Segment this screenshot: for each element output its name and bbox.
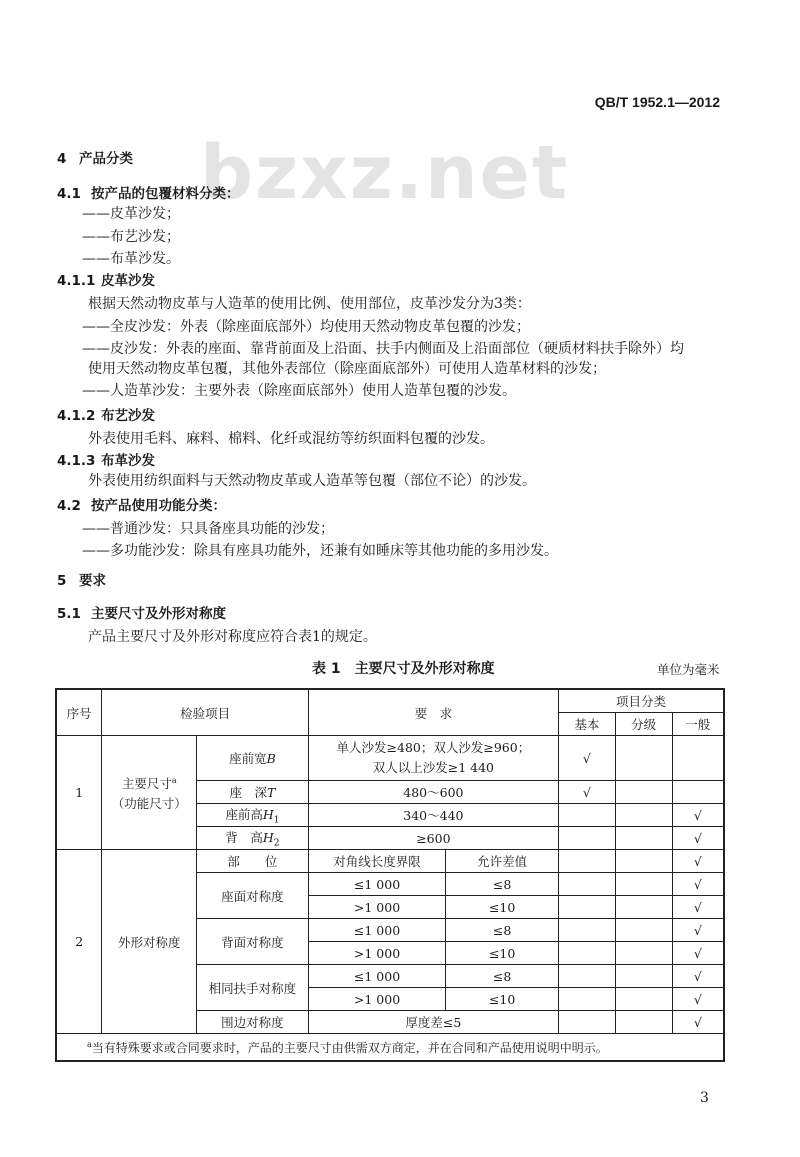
col-tolerance: 允许差值 xyxy=(446,850,559,873)
section-heading xyxy=(57,150,133,168)
watermark: bzxz.net xyxy=(200,130,570,216)
body-line xyxy=(88,430,494,448)
body-line xyxy=(88,628,377,646)
section-heading xyxy=(57,605,226,623)
check: √ xyxy=(672,896,724,919)
body-line xyxy=(82,250,180,268)
edge-symmetry: 围边对称度 xyxy=(197,1011,309,1034)
line-text: 要求 xyxy=(79,573,106,589)
section-heading xyxy=(57,572,106,590)
section-number: 4.1.2 xyxy=(57,408,96,424)
line-text: ——人造革沙发：主要外表（除座面底部外）使用人造革包覆的沙发。 xyxy=(82,383,516,399)
seq-2: 2 xyxy=(56,850,102,1034)
body-line xyxy=(82,205,180,223)
standard-code: QB/T 1952.1—2012 xyxy=(594,94,720,110)
body-line xyxy=(82,520,334,538)
check: √ xyxy=(672,873,724,896)
req-seat-height: 340～440 xyxy=(308,804,558,827)
body-line xyxy=(82,340,684,358)
edge-requirement: 厚度差≤5 xyxy=(308,1011,558,1034)
diag-gt: >1 000 xyxy=(308,896,446,919)
line-text: 按产品的包覆材料分类： xyxy=(91,186,240,202)
back-symmetry: 背面对称度 xyxy=(197,919,309,965)
tol-10: ≤10 xyxy=(446,988,559,1011)
header-seq: 序号 xyxy=(56,689,102,736)
header-item: 检验项目 xyxy=(102,689,308,736)
line-text: ——皮革沙发； xyxy=(82,206,180,222)
line-text: 主要尺寸及外形对称度 xyxy=(91,606,226,622)
tol-8: ≤8 xyxy=(446,919,559,942)
line-text: ——布艺沙发； xyxy=(82,229,180,245)
check: √ xyxy=(672,827,724,850)
header-category: 项目分类 xyxy=(558,689,724,713)
line-text: 产品主要尺寸及外形对称度应符合表1的规定。 xyxy=(88,629,377,645)
check: √ xyxy=(672,804,724,827)
check: √ xyxy=(672,965,724,988)
diag-le: ≤1 000 xyxy=(308,873,446,896)
seat-symmetry: 座面对称度 xyxy=(197,873,309,919)
check: √ xyxy=(558,736,615,781)
line-text: 使用天然动物皮革包覆，其他外表部位（除座面底部外）可使用人造革材料的沙发； xyxy=(88,361,606,377)
check: √ xyxy=(672,850,724,873)
dimension-table xyxy=(55,688,725,1062)
item-seat-height: 座前高$H_1$ xyxy=(197,804,309,827)
section-number: 4.1.3 xyxy=(57,453,96,469)
body-line xyxy=(88,360,606,378)
tol-8: ≤8 xyxy=(446,873,559,896)
table-footnote: $^a$当有特殊要求或合同要求时，产品的主要尺寸由供需双方商定，并在合同和产品使用说明中明示。 xyxy=(56,1034,724,1062)
line-text: ——普通沙发：只具备座具功能的沙发； xyxy=(82,521,334,537)
line-text: ——布革沙发。 xyxy=(82,251,180,267)
body-line xyxy=(82,318,530,336)
section-number: 4.2 xyxy=(57,498,81,514)
body-line xyxy=(82,382,516,400)
req-seat-depth: 480～600 xyxy=(308,781,558,804)
body-line xyxy=(88,472,536,490)
body-line xyxy=(82,542,558,560)
req-back-height: ≥600 xyxy=(308,827,558,850)
header-requirement: 要 求 xyxy=(308,689,558,736)
diag-le: ≤1 000 xyxy=(308,965,446,988)
section-heading xyxy=(57,272,155,290)
section-number: 5.1 xyxy=(57,606,81,622)
diag-le: ≤1 000 xyxy=(308,919,446,942)
item-back-height: 背 高$H_2$ xyxy=(197,827,309,850)
header-grade: 分级 xyxy=(615,713,672,736)
part-label: 部 位 xyxy=(197,850,309,873)
section-number: 4 xyxy=(57,151,67,167)
header-general: 一般 xyxy=(672,713,724,736)
line-text: 布革沙发 xyxy=(101,453,155,469)
diag-gt: >1 000 xyxy=(308,942,446,965)
line-text: ——多功能沙发：除具有座具功能外，还兼有如睡床等其他功能的多用沙发。 xyxy=(82,543,558,559)
section-number: 4.1.1 xyxy=(57,273,96,289)
tol-10: ≤10 xyxy=(446,896,559,919)
check: √ xyxy=(672,1011,724,1034)
section-heading xyxy=(57,452,155,470)
group2-name: 外形对称度 xyxy=(102,850,197,1034)
section-heading xyxy=(57,185,240,203)
body-line xyxy=(88,295,531,313)
group1-name: 主要尺寸$^a$ （功能尺寸） xyxy=(102,736,197,850)
diag-gt: >1 000 xyxy=(308,988,446,1011)
req-seat-width: 单人沙发≥480；双人沙发≥960； 双人以上沙发≥1 440 xyxy=(308,736,558,781)
table-unit: 单位为毫米 xyxy=(657,662,720,677)
check: √ xyxy=(558,781,615,804)
section-number: 4.1 xyxy=(57,186,81,202)
page-number: 3 xyxy=(700,1090,709,1106)
armrest-symmetry: 相同扶手对称度 xyxy=(197,965,309,1011)
check: √ xyxy=(672,988,724,1011)
line-text: ——全皮沙发：外表（除座面底部外）均使用天然动物皮革包覆的沙发； xyxy=(82,319,530,335)
line-text: 布艺沙发 xyxy=(101,408,155,424)
line-text: ——皮沙发：外表的座面、靠背前面及上沿面、扶手内侧面及上沿面部位（硬质材料扶手除外）均 xyxy=(82,341,684,357)
check: √ xyxy=(672,919,724,942)
section-number: 5 xyxy=(57,573,67,589)
item-seat-depth: 座 深T xyxy=(197,781,309,804)
tol-8: ≤8 xyxy=(446,965,559,988)
seq-1: 1 xyxy=(56,736,102,850)
tol-10: ≤10 xyxy=(446,942,559,965)
table-caption: 表 1 主要尺寸及外形对称度 xyxy=(312,661,495,677)
header-basic: 基本 xyxy=(558,713,615,736)
line-text: 按产品使用功能分类： xyxy=(91,498,226,514)
line-text: 根据天然动物皮革与人造革的使用比例、使用部位，皮革沙发分为3类： xyxy=(88,296,531,312)
section-heading xyxy=(57,407,155,425)
line-text: 产品分类 xyxy=(79,151,133,167)
line-text: 皮革沙发 xyxy=(101,273,155,289)
check: √ xyxy=(672,942,724,965)
line-text: 外表使用纺织面料与天然动物皮革或人造革等包覆（部位不论）的沙发。 xyxy=(88,473,536,489)
item-seat-width: 座前宽B xyxy=(197,736,309,781)
body-line xyxy=(82,228,180,246)
line-text: 外表使用毛料、麻料、棉料、化纤或混纺等纺织面料包覆的沙发。 xyxy=(88,431,494,447)
col-diagonal: 对角线长度界限 xyxy=(308,850,446,873)
section-heading xyxy=(57,497,226,515)
